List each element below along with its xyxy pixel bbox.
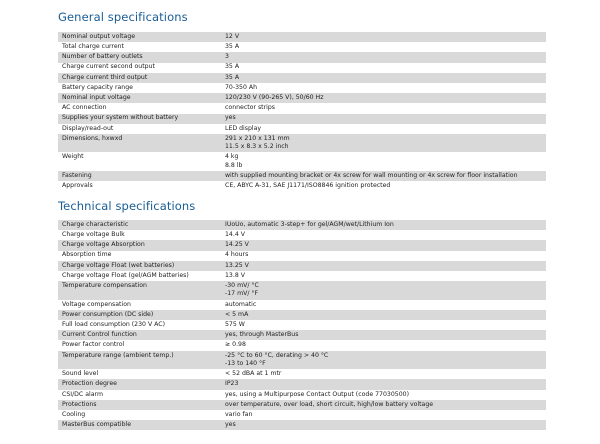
spec-value-line: yes, through MasterBus — [225, 331, 299, 339]
spec-label: Charge current second output — [62, 63, 155, 71]
spec-label: Battery capacity range — [62, 83, 133, 91]
spec-value-line: CE, ABYC A-31, SAE J1171/ISO8846 ignition protected — [225, 182, 391, 190]
spec-value-line: 14.25 V — [225, 241, 249, 249]
spec-value-line: 3 — [225, 53, 229, 61]
spec-value — [225, 152, 546, 170]
spec-row — [58, 181, 546, 191]
spec-label: Temperature range (ambient temp.) — [62, 351, 174, 359]
spec-value-line: 13.8 V — [225, 271, 245, 279]
spec-label: Approvals — [62, 182, 93, 190]
spec-row — [58, 134, 546, 153]
spec-label: Power consumption (DC side) — [62, 310, 154, 318]
spec-value-line: vario fan — [225, 410, 253, 418]
spec-value — [225, 410, 546, 419]
spec-value — [225, 251, 546, 260]
spec-value — [225, 300, 546, 309]
spec-value-line: 12 V — [225, 32, 240, 40]
spec-label: Charge characteristic — [62, 220, 129, 228]
spec-row — [58, 73, 546, 83]
spec-value — [225, 52, 546, 61]
spec-value-line: 70-350 Ah — [225, 83, 258, 91]
spec-value-line: 291 x 210 x 131 mm — [225, 134, 290, 142]
spec-label: Sound level — [62, 370, 99, 378]
spec-value-line: 575 W — [225, 320, 245, 328]
spec-value-line: 35 A — [225, 63, 240, 71]
spec-value-line: 13.25 V — [225, 261, 249, 269]
spec-value — [225, 310, 546, 319]
spec-row — [58, 340, 546, 350]
spec-value-line: connector strips — [225, 104, 276, 112]
spec-value-line: IUoUo, automatic 3-step+ for gel/AGM/wet/Lithium Ion — [225, 220, 394, 228]
spec-row — [58, 300, 546, 310]
spec-value-line: -30 mV/ °C — [225, 282, 259, 290]
spec-value — [225, 171, 546, 180]
spec-value-line: 8.8 lb — [225, 161, 243, 169]
spec-row — [58, 230, 546, 240]
spec-value-line: over temperature, over load, short circuit, high/low battery voltage — [225, 400, 434, 408]
spec-label: Charge voltage Absorption — [62, 241, 145, 249]
spec-value-line: 14.4 V — [225, 231, 245, 239]
spec-row — [58, 171, 546, 181]
spec-label: Current Control function — [62, 331, 137, 339]
spec-label: Weight — [62, 153, 84, 161]
spec-value-line: yes — [225, 114, 236, 122]
spec-value-line: < 52 dBA at 1 mtr — [225, 370, 282, 378]
spec-label: Nominal input voltage — [62, 94, 131, 102]
spec-value — [225, 420, 546, 429]
spec-label: Absorption time — [62, 251, 112, 259]
spec-value-line: -17 mV/ °F — [225, 290, 259, 298]
spec-row — [58, 351, 546, 370]
spec-label: CSI/DC alarm — [62, 390, 103, 398]
spec-row — [58, 379, 546, 389]
spec-label: Charge voltage Float (wet batteries) — [62, 261, 175, 269]
spec-value — [225, 93, 546, 102]
spec-row — [58, 390, 546, 400]
spec-value — [225, 63, 546, 72]
spec-label: Charge current third output — [62, 73, 148, 81]
spec-value-line: yes, using a Multipurpose Contact Output (code 77030500) — [225, 390, 410, 398]
spec-label: Number of battery outlets — [62, 53, 143, 61]
spec-value-line: LED display — [225, 124, 262, 132]
spec-value-line: -13 to 140 °F — [225, 359, 266, 367]
spec-row — [58, 310, 546, 320]
spec-value — [225, 390, 546, 399]
spec-label: Temperature compensation — [62, 282, 147, 290]
spec-value — [225, 103, 546, 112]
spec-label: Display/read-out — [62, 124, 114, 132]
spec-value — [225, 330, 546, 339]
spec-value-line: IP23 — [225, 380, 239, 388]
spec-row — [58, 114, 546, 124]
spec-row — [58, 281, 546, 300]
spec-label: AC connection — [62, 104, 107, 112]
spec-value — [225, 230, 546, 239]
spec-value-line: 11.5 x 8.3 x 5.2 inch — [225, 143, 289, 151]
spec-row — [58, 93, 546, 103]
spec-value-line: 4 kg — [225, 153, 239, 161]
spec-value — [225, 261, 546, 270]
spec-row — [58, 32, 546, 42]
spec-row — [58, 52, 546, 62]
spec-value — [225, 32, 546, 41]
spec-value — [225, 281, 546, 299]
spec-value-line: ≥ 0.98 — [225, 341, 246, 349]
spec-value — [225, 73, 546, 82]
spec-value-line: -25 °C to 60 °C, derating > 40 °C — [225, 351, 329, 359]
spec-row — [58, 83, 546, 93]
technical-specifications-table — [58, 220, 546, 430]
spec-value — [225, 83, 546, 92]
spec-value — [225, 220, 546, 229]
spec-row — [58, 63, 546, 73]
spec-value-line: 4 hours — [225, 251, 249, 259]
spec-value-line: 35 A — [225, 73, 240, 81]
spec-value — [225, 181, 546, 190]
spec-label: Cooling — [62, 410, 86, 418]
spec-row — [58, 271, 546, 281]
spec-row — [58, 152, 546, 171]
spec-label: Nominal output voltage — [62, 32, 136, 40]
spec-value — [225, 271, 546, 280]
spec-row — [58, 220, 546, 230]
technical-specifications-title: Technical specifications — [58, 199, 196, 213]
spec-label: Full load consumption (230 V AC) — [62, 320, 166, 328]
spec-value-line: 120/230 V (90-265 V), 50/60 Hz — [225, 94, 324, 102]
spec-row — [58, 103, 546, 113]
spec-row — [58, 240, 546, 250]
spec-label: Dimensions, hxwxd — [62, 134, 123, 142]
spec-row — [58, 320, 546, 330]
spec-row — [58, 420, 546, 430]
spec-row — [58, 251, 546, 261]
spec-row — [58, 124, 546, 134]
spec-value — [225, 114, 546, 123]
general-specifications-table — [58, 32, 546, 191]
spec-value — [225, 124, 546, 133]
spec-value-line: yes — [225, 421, 236, 429]
spec-row — [58, 261, 546, 271]
spec-label: Power factor control — [62, 341, 125, 349]
spec-value-line: 35 A — [225, 43, 240, 51]
spec-label: Charge voltage Bulk — [62, 231, 125, 239]
spec-value-line: automatic — [225, 300, 257, 308]
spec-value — [225, 351, 546, 369]
spec-value — [225, 400, 546, 409]
spec-label: Fastening — [62, 171, 92, 179]
spec-value-line: with supplied mounting bracket or 4x screw for wall mounting or 4x screw for floor installation — [225, 171, 518, 179]
spec-label: Protections — [62, 400, 97, 408]
spec-value — [225, 240, 546, 249]
spec-label: Protection degree — [62, 380, 117, 388]
spec-row — [58, 369, 546, 379]
spec-label: Total charge current — [62, 43, 124, 51]
spec-value — [225, 134, 546, 152]
spec-value-line: < 5 mA — [225, 310, 249, 318]
spec-row — [58, 330, 546, 340]
spec-row — [58, 410, 546, 420]
spec-value — [225, 340, 546, 349]
general-specifications-title: General specifications — [58, 10, 188, 24]
spec-value — [225, 379, 546, 388]
spec-label: MasterBus compatible — [62, 421, 132, 429]
spec-value — [225, 369, 546, 378]
spec-row — [58, 400, 546, 410]
spec-value — [225, 320, 546, 329]
spec-label: Voltage compensation — [62, 300, 131, 308]
spec-row — [58, 42, 546, 52]
spec-label: Charge voltage Float (gel/AGM batteries) — [62, 271, 189, 279]
spec-value — [225, 42, 546, 51]
spec-label: Supplies your system without battery — [62, 114, 179, 122]
